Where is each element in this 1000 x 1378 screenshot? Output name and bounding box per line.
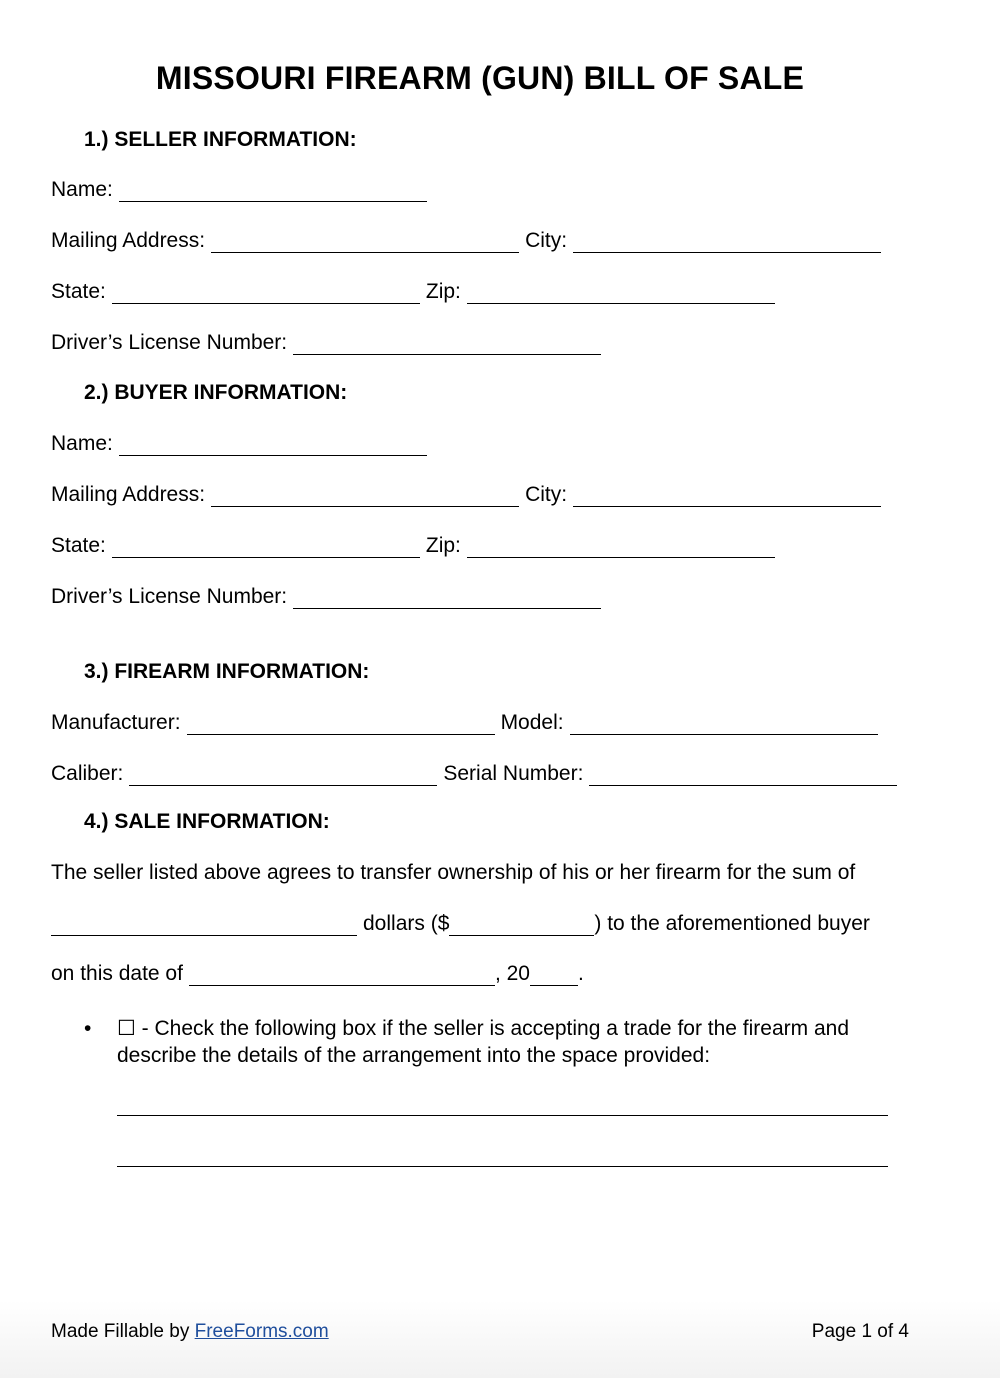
bullet-icon: • [84,1017,92,1040]
sale-date-row [51,962,584,986]
model-label: Model: [500,711,564,734]
caliber-field[interactable] [129,766,437,786]
buyer-city-label: City: [525,483,568,506]
seller-name-field[interactable] [119,182,427,202]
buyer-heading: 2.) BUYER INFORMATION: [84,381,348,404]
buyer-state-row [51,534,781,558]
buyer-address-label: Mailing Address: [51,483,206,506]
buyer-zip-field[interactable] [467,538,775,558]
sale-amount-row [51,912,870,936]
seller-state-label: State: [51,280,106,303]
year-suffix: . [577,962,584,985]
seller-license-field[interactable] [293,335,601,355]
model-field[interactable] [570,715,878,735]
buyer-address-row [51,483,887,507]
seller-state-row [51,280,781,304]
caliber-label: Caliber: [51,762,124,785]
seller-license-label: Driver’s License Number: [51,331,288,354]
serial-label: Serial Number: [443,762,584,785]
trade-details-line-1[interactable] [117,1115,888,1116]
firearm-caliber-row [51,762,903,786]
seller-city-label: City: [525,229,568,252]
page-number: Page 1 of 4 [811,1321,909,1342]
buyer-address-field[interactable] [211,487,519,507]
buyer-text: ) to the aforementioned buyer [594,912,870,935]
seller-name-label: Name: [51,178,113,201]
buyer-state-field[interactable] [112,538,420,558]
manufacturer-label: Manufacturer: [51,711,181,734]
buyer-name-row [51,432,433,456]
buyer-name-field[interactable] [119,436,427,456]
seller-address-field[interactable] [211,233,519,253]
seller-heading: 1.) SELLER INFORMATION: [84,128,357,151]
seller-state-field[interactable] [112,284,420,304]
amount-words-field[interactable] [51,916,357,936]
sale-date-field[interactable] [189,966,495,986]
buyer-state-label: State: [51,534,106,557]
firearm-manufacturer-row [51,711,884,735]
serial-field[interactable] [589,766,897,786]
seller-zip-label: Zip: [425,280,461,303]
firearm-heading: 3.) FIREARM INFORMATION: [84,660,370,683]
year-prefix: , 20 [494,962,530,985]
buyer-city-field[interactable] [573,487,881,507]
seller-address-label: Mailing Address: [51,229,206,252]
trade-details-line-2[interactable] [117,1166,888,1167]
seller-license-row [51,331,607,355]
dollars-text: dollars ($ [363,912,450,935]
freeforms-link[interactable]: FreeForms.com [194,1321,329,1342]
amount-number-field[interactable] [449,916,594,936]
seller-name-row [51,178,433,202]
buyer-zip-label: Zip: [425,534,461,557]
seller-address-row [51,229,887,253]
seller-zip-field[interactable] [467,284,775,304]
footer-credit [51,1321,329,1343]
manufacturer-field[interactable] [187,715,495,735]
page-title: MISSOURI FIREARM (GUN) BILL OF SALE [155,60,805,96]
buyer-license-label: Driver’s License Number: [51,585,288,608]
date-prefix: on this date of [51,962,183,985]
sale-year-field[interactable] [530,966,578,986]
buyer-name-label: Name: [51,432,113,455]
trade-checkbox-text[interactable]: ☐ - Check the following box if the seller is accepting a trade for the firearm and describe the details of the arrangement into the space provided: [117,1017,850,1067]
seller-city-field[interactable] [573,233,881,253]
made-fillable-text: Made Fillable by [51,1321,190,1342]
sale-heading: 4.) SALE INFORMATION: [84,810,330,833]
buyer-license-field[interactable] [293,589,601,609]
buyer-license-row [51,585,607,609]
sale-sentence: The seller listed above agrees to transfer ownership of his or her firearm for the sum of [51,861,856,884]
